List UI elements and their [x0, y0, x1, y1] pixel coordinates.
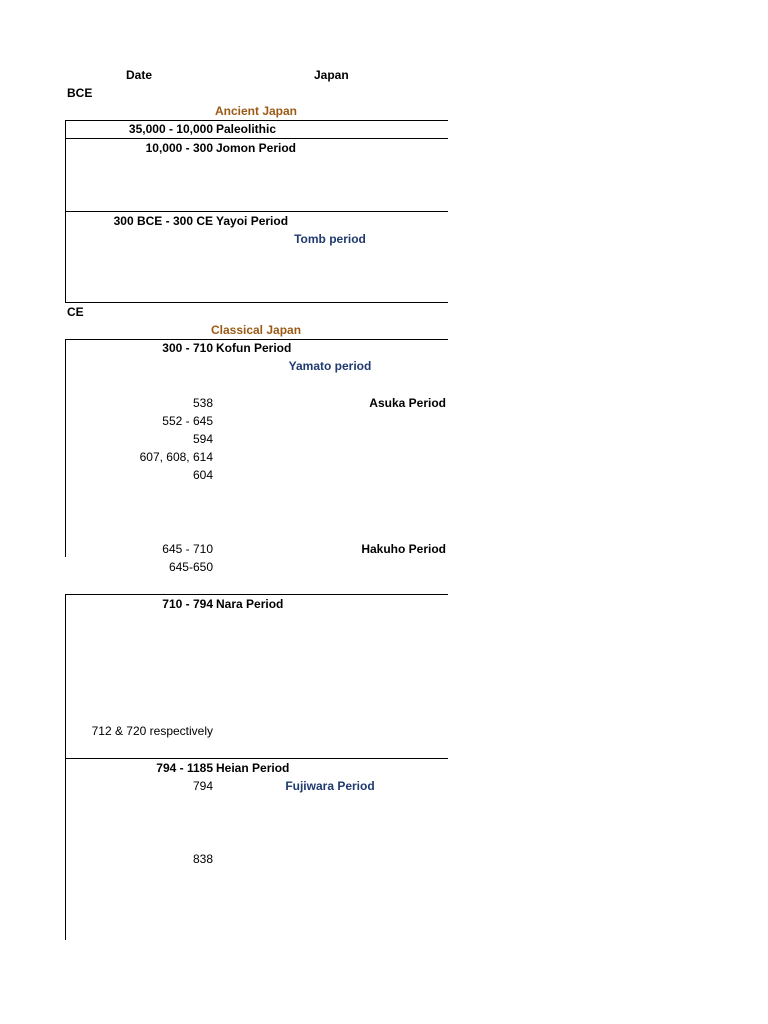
row-name-yayoi: Yayoi Period	[216, 214, 289, 228]
row-date-nara: 710 - 794	[162, 597, 213, 611]
row-date-645-710: 645 - 710	[162, 542, 213, 556]
subperiod-yamato: Yamato period	[288, 359, 372, 373]
row-date-712-720: 712 & 720 respectively	[91, 724, 213, 738]
row-name-heian: Heian Period	[216, 761, 290, 775]
row-date-604: 604	[192, 468, 213, 482]
table-border	[65, 120, 448, 121]
table-border	[65, 339, 66, 557]
row-date-838: 838	[192, 852, 213, 866]
date-column-header: Date	[126, 68, 153, 82]
row-date-yayoi: 300 BCE - 300 CE	[113, 214, 213, 228]
row-date-paleolithic: 35,000 - 10,000	[128, 122, 213, 136]
subperiod-tomb: Tomb period	[294, 232, 366, 246]
era-label-ce: CE	[67, 305, 84, 319]
row-date-jomon: 10,000 - 300	[145, 141, 213, 155]
subperiod-hakuho: Hakuho Period	[361, 542, 446, 556]
row-date-607-608-614: 607, 608, 614	[139, 450, 213, 464]
era-label-bce: BCE	[67, 86, 93, 100]
row-name-nara: Nara Period	[216, 597, 284, 611]
row-name-paleolithic: Paleolithic	[216, 122, 277, 136]
row-date-594: 594	[192, 432, 213, 446]
row-name-kofun: Kofun Period	[216, 341, 292, 355]
subperiod-fujiwara: Fujiwara Period	[285, 779, 375, 793]
japan-column-header: Japan	[314, 68, 349, 82]
table-border	[65, 211, 448, 212]
row-date-645-650: 645-650	[168, 560, 213, 574]
section-title-ancient-japan: Ancient Japan	[214, 104, 298, 118]
subperiod-asuka: Asuka Period	[369, 396, 446, 410]
row-date-552-645: 552 - 645	[162, 414, 213, 428]
table-border	[65, 339, 448, 340]
table-border	[65, 120, 66, 302]
row-date-heian: 794 - 1185	[156, 761, 213, 775]
table-border	[65, 594, 66, 940]
row-name-jomon: Jomon Period	[216, 141, 297, 155]
table-border	[65, 758, 448, 759]
row-date-794: 794	[192, 779, 213, 793]
table-border	[65, 594, 448, 595]
table-border	[65, 302, 448, 303]
row-date-538: 538	[192, 396, 213, 410]
table-border	[65, 138, 448, 139]
row-date-kofun: 300 - 710	[162, 341, 213, 355]
section-title-classical-japan: Classical Japan	[210, 323, 302, 337]
